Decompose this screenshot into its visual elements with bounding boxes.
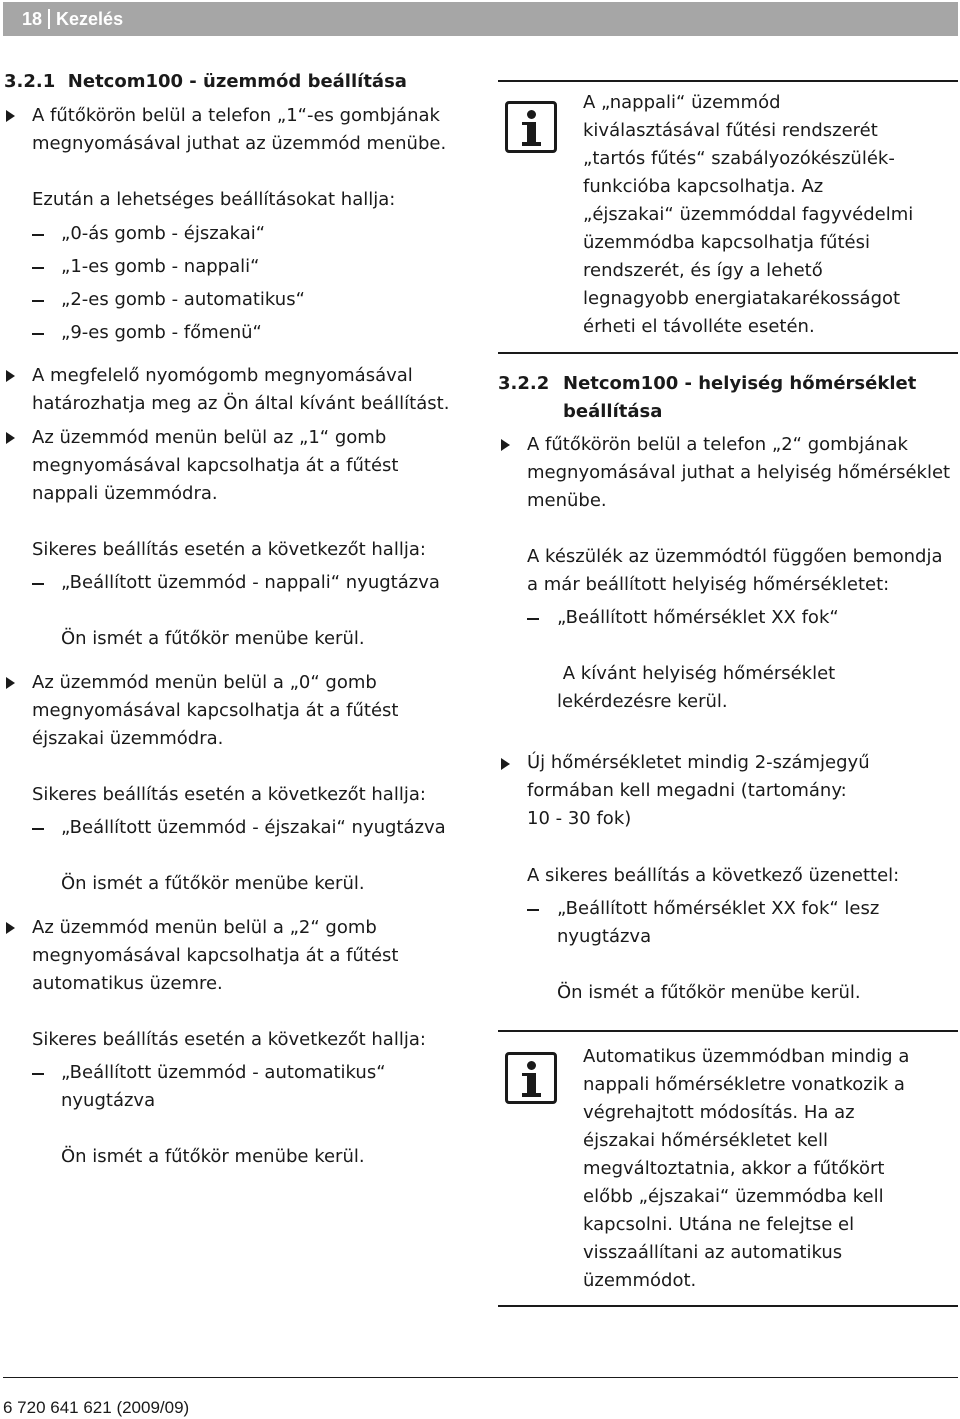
page-header [3,2,958,36]
options-intro: Ezután a lehetséges beállításokat hallja: [32,189,396,210]
bullet-arrow-icon [501,439,510,451]
success-intro-night: Sikeres beállítás esetén a következőt hallja: [32,784,426,805]
option-1: „1-es gomb - nappali“ [61,256,260,277]
dash-mark [32,333,44,335]
confirm-auto: „Beállított üzemmód - automatikus“ nyugtázva [61,1062,386,1111]
info-box-bottom-rule [498,352,958,354]
heading-3-2-2-title: Netcom100 - helyiség hőmérséklet beállítása [563,373,917,422]
dash-mark [32,1073,44,1075]
info-box-bottom-rule [498,1305,958,1307]
info-box-top-rule [498,1030,958,1032]
option-0: „0-ás gomb - éjszakai“ [61,223,266,244]
option-2: „2-es gomb - automatikus“ [61,289,305,310]
footer-rule [3,1377,958,1378]
success-intro-temp: A sikeres beállítás a következő üzenettel: [527,865,900,886]
bullet-arrow-icon [6,432,15,444]
temp-query: A kívánt helyiség hőmérséklet lekérdezésre kerül. [557,663,836,712]
step-enter-mode-menu: A fűtőkörön belül a telefon „1“-es gombjának megnyomásával juthat az üzemmód menübe. [32,105,447,154]
section-title: Kezelés [56,9,124,29]
dash-mark [527,618,539,620]
step-new-temp: Új hőmérsékletet mindig 2-számjegyű formában kell megadni (tartomány: 10 - 30 fok) [527,752,870,829]
confirm-temp: „Beállított hőmérséklet XX fok“ lesz nyugtázva [557,898,880,947]
confirm-day: „Beállított üzemmód - nappali“ nyugtázva [61,572,440,593]
dash-mark [32,267,44,269]
bullet-arrow-icon [6,110,15,122]
bullet-arrow-icon [6,677,15,689]
heading-3-2-1: 3.2.1 Netcom100 - üzemmód beállítása [4,71,407,92]
info-note-modes: A „nappali“ üzemmód kiválasztásával fűtési rendszerét „tartós fűtés“ szabályozókészülék- funkcióba kapcsolhatja. Az „éjszakai“ üzemmóddal fagyvédelmi üzemmódba kapcsolhatja fűtési rendszerét, és így a lehető legnagyobb energiatakarékosságot érheti el távolléte esetén. [583,92,914,337]
option-9: „9-es gomb - főmenü“ [61,322,262,343]
bullet-arrow-icon [501,758,510,770]
header-separator [48,9,50,29]
info-note-auto: Automatikus üzemmódban mindig a nappali hőmérsékletre vonatkozik a végrehajtott módosítás. Ha az éjszakai hőmérsékletet kell megváltoztatnia, akkor a fűtőkört előbb „éjszakai“ üzemmódba kell kapcsolni. Utána ne felejtse el visszaállítani az automatikus üzemmódot. [583,1046,910,1291]
bullet-arrow-icon [6,922,15,934]
page-number: 18 [22,9,43,29]
info-box-top-rule [498,80,958,82]
success-intro-auto: Sikeres beállítás esetén a következőt hallja: [32,1029,426,1050]
dash-mark [32,234,44,236]
dash-mark [527,909,539,911]
return-menu-temp: Ön ismét a fűtőkör menübe kerül. [557,982,861,1003]
dash-mark [32,300,44,302]
return-menu-day: Ön ismét a fűtőkör menübe kerül. [61,628,365,649]
step-day-mode: Az üzemmód menün belül az „1“ gomb megnyomásával kapcsolhatja át a fűtést nappali üzemmódra. [32,427,399,504]
info-icon [505,1052,557,1104]
step-night-mode: Az üzemmód menün belül a „0“ gomb megnyomásával kapcsolhatja át a fűtést éjszakai üzemmódra. [32,672,399,749]
dash-mark [32,583,44,585]
document-number: 6 720 641 621 (2009/09) [3,1398,190,1417]
bullet-arrow-icon [6,370,15,382]
info-icon [505,101,557,153]
heading-3-2-2-number: 3.2.2 [498,373,550,394]
announce-current-temp: A készülék az üzemmódtól függően bemondja a már beállított helyiség hőmérsékletet: [527,546,943,595]
dash-mark [32,828,44,830]
step-enter-temp-menu: A fűtőkörön belül a telefon „2“ gombjának megnyomásával juthat a helyiség hőmérséklet menübe. [527,434,951,511]
return-menu-night: Ön ismét a fűtőkör menübe kerül. [61,873,365,894]
step-select-button: A megfelelő nyomógomb megnyomásával határozhatja meg az Ön által kívánt beállítást. [32,365,450,414]
success-intro-day: Sikeres beállítás esetén a következőt hallja: [32,539,426,560]
step-auto-mode: Az üzemmód menün belül a „2“ gomb megnyomásával kapcsolhatja át a fűtést automatikus üzemre. [32,917,399,994]
announce-value: „Beállított hőmérséklet XX fok“ [557,607,839,628]
return-menu-auto: Ön ismét a fűtőkör menübe kerül. [61,1146,365,1167]
confirm-night: „Beállított üzemmód - éjszakai“ nyugtázva [61,817,446,838]
